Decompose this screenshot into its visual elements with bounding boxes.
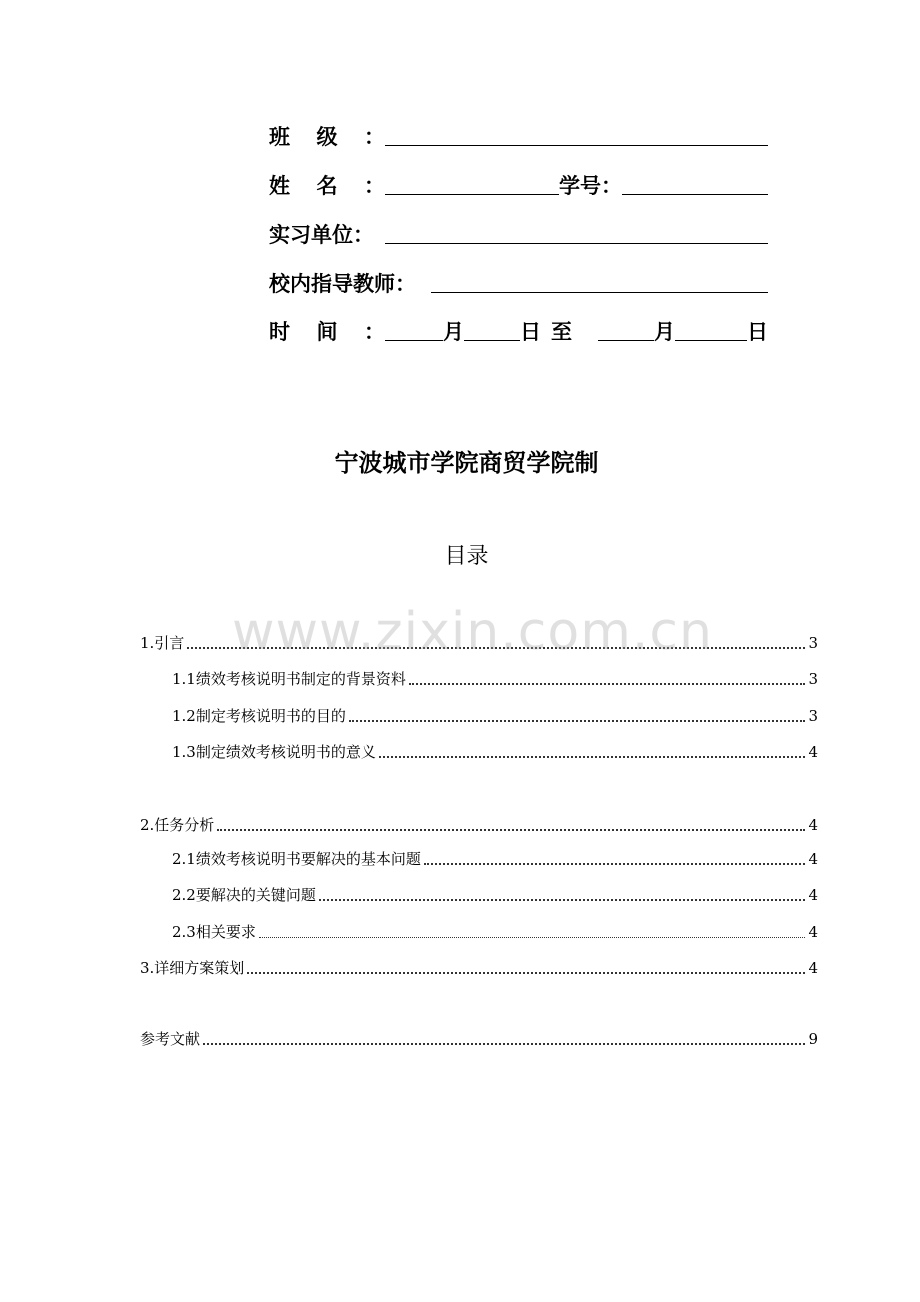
name-field xyxy=(269,169,768,199)
toc-entry-text: 2.任务分析 xyxy=(140,816,215,834)
toc-entry-text: 1.3制定绩效考核说明书的意义 xyxy=(172,743,376,761)
advisor-label: 校内指导教师： xyxy=(269,272,416,296)
toc-entry-text: 2.1绩效考核说明书要解决的基本问题 xyxy=(172,850,421,868)
toc-entry-1-2[interactable] xyxy=(172,703,818,727)
toc-page-number: 3 xyxy=(808,707,818,725)
toc-leader-dots xyxy=(259,937,806,938)
watermark: www.zixin.com.cn xyxy=(232,602,713,662)
start-month-text: 月 xyxy=(443,320,464,344)
toc-entry-1-3[interactable] xyxy=(172,739,818,763)
advisor-field xyxy=(269,267,768,297)
class-blank-line xyxy=(385,145,768,146)
toc-leader-dots xyxy=(187,647,805,649)
toc-page-number: 3 xyxy=(808,634,818,652)
end-month-blank xyxy=(598,340,654,341)
unit-blank-line xyxy=(385,243,768,244)
advisor-blank-line xyxy=(431,292,768,293)
end-day-text: 日 xyxy=(747,320,768,344)
toc-leader-dots xyxy=(349,720,806,722)
start-day-blank xyxy=(464,340,520,341)
start-month-blank xyxy=(385,340,443,341)
toc-entry-1-1[interactable] xyxy=(172,666,818,690)
toc-leader-dots xyxy=(247,972,805,974)
class-field xyxy=(269,120,768,150)
toc-entry-2[interactable] xyxy=(140,812,818,836)
institution-title: 宁波城市学院商贸学院制 xyxy=(334,449,599,477)
toc-entry-text: 2.2要解决的关键问题 xyxy=(172,886,316,904)
end-month-text: 月 xyxy=(654,320,675,344)
toc-page-number: 4 xyxy=(808,923,818,941)
name-blank-line xyxy=(385,194,559,195)
toc-page-number: 4 xyxy=(808,816,818,834)
toc-leader-dots xyxy=(203,1043,805,1045)
toc-entry-2-3[interactable] xyxy=(172,919,818,943)
toc-entry-text: 1.1绩效考核说明书制定的背景资料 xyxy=(172,670,406,688)
time-label: 时 间 ： xyxy=(269,320,385,344)
toc-page-number: 4 xyxy=(808,886,818,904)
toc-entry-3[interactable] xyxy=(140,955,818,979)
toc-title: 目录 xyxy=(444,544,489,569)
toc-entry-text: 1.引言 xyxy=(140,634,185,652)
toc-leader-dots xyxy=(379,756,806,758)
toc-leader-dots xyxy=(424,863,806,865)
toc-page-number: 3 xyxy=(808,670,818,688)
toc-entry-text: 参考文献 xyxy=(140,1030,201,1048)
toc-entry-text: 1.2制定考核说明书的目的 xyxy=(172,707,346,725)
toc-page-number: 4 xyxy=(808,743,818,761)
unit-label: 实习单位： xyxy=(269,223,374,247)
end-day-blank xyxy=(675,340,747,341)
toc-page-number: 9 xyxy=(808,1030,818,1048)
toc-page-number: 4 xyxy=(808,850,818,868)
student-id-label: 学号： xyxy=(559,174,622,198)
toc-entry-text: 2.3相关要求 xyxy=(172,923,256,941)
start-day-text: 日 xyxy=(520,320,541,344)
class-label: 班 级 ： xyxy=(269,125,385,149)
toc-leader-dots xyxy=(319,899,806,901)
toc-entry-2-1[interactable] xyxy=(172,846,818,870)
toc-page-number: 4 xyxy=(808,959,818,977)
toc-entry-1[interactable] xyxy=(140,630,818,654)
toc-entry-references[interactable] xyxy=(140,1026,818,1050)
unit-field xyxy=(269,218,768,248)
name-label: 姓 名 ： xyxy=(269,174,385,198)
toc-leader-dots xyxy=(409,683,806,685)
toc-leader-dots xyxy=(217,829,805,831)
toc-entry-2-2[interactable] xyxy=(172,882,818,906)
toc-entry-text: 3.详细方案策划 xyxy=(140,959,245,977)
student-id-blank-line xyxy=(622,194,768,195)
time-field xyxy=(269,315,768,345)
to-text: 至 xyxy=(551,320,572,344)
